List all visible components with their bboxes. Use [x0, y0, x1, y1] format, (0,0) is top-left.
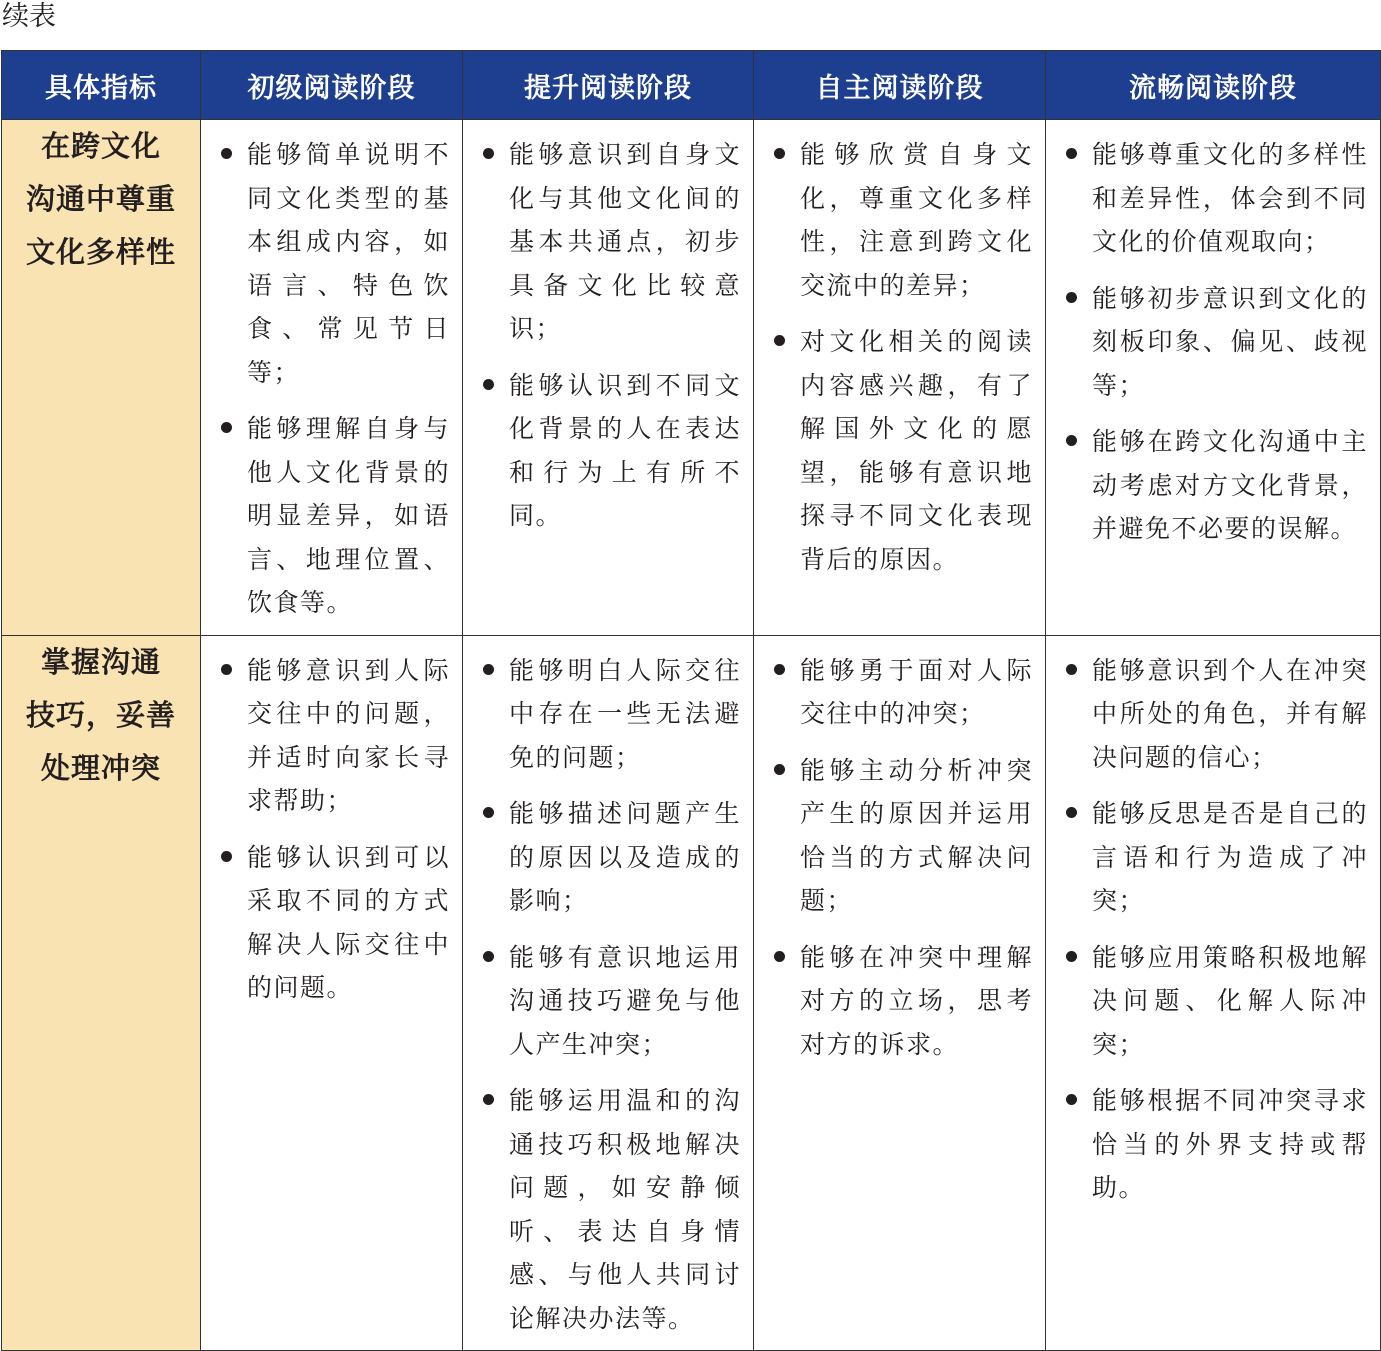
- bullet-list: [1046, 636, 1380, 1220]
- indicator-line: 文化多样性: [25, 235, 176, 269]
- bullet-list: [201, 120, 462, 635]
- list-item: 能够勇于面对人际交往中的冲突；: [772, 649, 1033, 736]
- list-item: 能够运用温和的沟通技巧积极地解决问题，如安静倾听、表达自身情感、与他人共同讨论解决办法等。: [481, 1079, 741, 1340]
- stage-cell: [463, 120, 754, 636]
- list-item: 对文化相关的阅读内容感兴趣，有了解国外文化的愿望，能够有意识地探寻不同文化表现背后的原因。: [772, 320, 1033, 581]
- bullet-list: [1046, 120, 1380, 561]
- stage-cell: [1046, 120, 1381, 636]
- header-stage-beginner: 初级阅读阶段: [201, 51, 463, 120]
- list-item: 能够尊重文化的多样性和差异性，体会到不同文化的价值观取向；: [1064, 133, 1368, 264]
- stage-cell: [1046, 635, 1381, 1351]
- list-item: 能够应用策略积极地解决问题、化解人际冲突；: [1064, 936, 1368, 1067]
- header-row: [2, 51, 1381, 120]
- table-row: [2, 120, 1381, 636]
- table-caption: 续表: [2, 1, 56, 32]
- list-item: 能够在冲突中理解对方的立场，思考对方的诉求。: [772, 936, 1033, 1067]
- list-item: 能够描述问题产生的原因以及造成的影响；: [481, 792, 741, 923]
- stage-cell: [201, 120, 463, 636]
- table-row: [2, 635, 1381, 1351]
- stage-cell: [754, 635, 1046, 1351]
- list-item: 能够在跨文化沟通中主动考虑对方文化背景，并避免不必要的误解。: [1064, 420, 1368, 551]
- indicator-cell: [2, 120, 201, 636]
- list-item: 能够欣赏自身文化，尊重文化多样性，注意到跨文化交流中的差异；: [772, 133, 1033, 307]
- header-stage-independent: 自主阅读阶段: [754, 51, 1046, 120]
- stage-cell: [754, 120, 1046, 636]
- bullet-list: [463, 636, 753, 1351]
- indicator-cell: [2, 635, 201, 1351]
- indicator-line: 沟通中尊重: [25, 182, 176, 216]
- indicator-line: 掌握沟通: [40, 644, 161, 679]
- header-stage-improving: 提升阅读阶段: [463, 51, 754, 120]
- list-item: 能够意识到人际交往中的问题，并适时向家长寻求帮助；: [219, 649, 450, 823]
- list-item: 能够反思是否是自己的言语和行为造成了冲突；: [1064, 792, 1368, 923]
- stage-cell: [201, 635, 463, 1351]
- list-item: 能够初步意识到文化的刻板印象、偏见、歧视等；: [1064, 277, 1368, 408]
- list-item: 能够理解自身与他人文化背景的明显差异，如语言、地理位置、饮食等。: [219, 407, 450, 625]
- list-item: 能够意识到自身文化与其他文化间的基本共通点，初步具备文化比较意识；: [481, 133, 741, 351]
- header-indicator: 具体指标: [2, 51, 201, 120]
- stage-cell: [463, 635, 754, 1351]
- bullet-list: [754, 636, 1045, 1077]
- list-item: 能够明白人际交往中存在一些无法避免的问题；: [481, 649, 741, 780]
- indicator-table: [1, 50, 1381, 1351]
- indicator-line: 处理冲突: [40, 750, 161, 785]
- bullet-list: [201, 636, 462, 1020]
- bullet-list: [463, 120, 753, 548]
- list-item: 能够根据不同冲突寻求恰当的外界支持或帮助。: [1064, 1079, 1368, 1210]
- list-item: 能够主动分析冲突产生的原因并运用恰当的方式解决问题；: [772, 749, 1033, 923]
- list-item: 能够简单说明不同文化类型的基本组成内容，如语言、特色饮食、常见节日等；: [219, 133, 450, 394]
- indicator-line: 技巧，妥善: [25, 697, 176, 732]
- list-item: 能够认识到不同文化背景的人在表达和行为上有所不同。: [481, 364, 741, 538]
- header-stage-fluent: 流畅阅读阶段: [1046, 51, 1381, 120]
- indicator-line: 在跨文化: [40, 129, 161, 163]
- list-item: 能够意识到个人在冲突中所处的角色，并有解决问题的信心；: [1064, 649, 1368, 780]
- list-item: 能够有意识地运用沟通技巧避免与他人产生冲突；: [481, 936, 741, 1067]
- list-item: 能够认识到可以采取不同的方式解决人际交往中的问题。: [219, 836, 450, 1010]
- bullet-list: [754, 120, 1045, 591]
